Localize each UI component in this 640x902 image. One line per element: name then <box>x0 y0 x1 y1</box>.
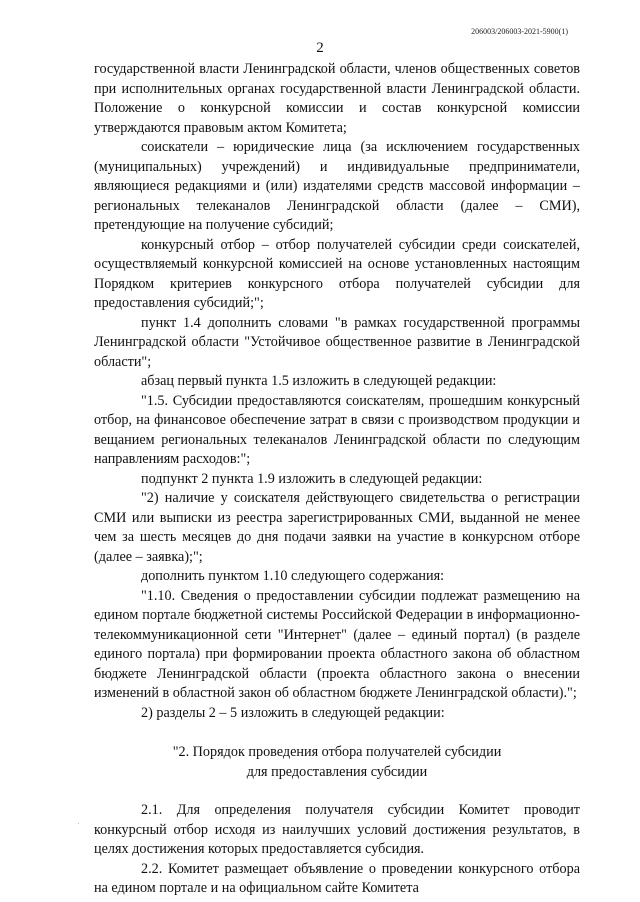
section-heading-line: "2. Порядок проведения отбора получателей субсидии <box>172 744 502 760</box>
paragraph: "2) наличие у соискателя действующего свидетельства о регистрации СМИ или выписки из реестра зарегистрированных СМИ, выданной не менее чем за шесть месяцев до дня подачи заявки на участие в конкурсном отборе (далее – заявка);"; <box>94 490 580 565</box>
section-heading-line: для предоставления субсидии <box>246 763 428 780</box>
paragraph: 2) разделы 2 – 5 изложить в следующей редакции: <box>141 704 445 721</box>
paragraph: 2.2. Комитет размещает объявление о проведении конкурсного отбора на едином портале и на официальном сайте Комитета <box>94 860 580 896</box>
paragraph: соискатели – юридические лица (за исключением государственных (муниципальных) учреждений) и индивидуальные предприниматели, являющиеся редакциями и (или) издателями средств массовой информации – региональных телеканалов Ленинградской области (далее – СМИ), претендующие на получение субсидий; <box>94 139 580 233</box>
section-heading <box>94 743 580 782</box>
paragraph: конкурсный отбор – отбор получателей субсидии среди соискателей, осуществляемый конкурсной комиссией на основе установленных настоящим Порядком критериев конкурсного отбора получателей субсидии для предоставления субсидий;"; <box>94 236 580 311</box>
paragraph: абзац первый пункта 1.5 изложить в следующей редакции: <box>141 373 497 389</box>
paragraph: "1.10. Сведения о предоставлении субсидии подлежат размещению на едином портале бюджетной системы Российской Федерации в информационно-телекоммуникационной сети "Интернет" (далее – единый портал) (в разделе единого портала) при формировании проекта областного закона об областном бюджете Ленинградской области (проекта областного закона о внесении изменений в областной закон об областном бюджете Ленинградской области)."; <box>94 587 580 701</box>
document-body <box>94 60 580 899</box>
paragraph: дополнить пунктом 1.10 следующего содержания: <box>141 568 445 584</box>
paragraph: подпункт 2 пункта 1.9 изложить в следующей редакции: <box>141 470 483 487</box>
scan-speck <box>78 823 79 824</box>
paragraph: государственной власти Ленинградской области, членов общественных советов при исполнительных органах государственной власти Ленинградской области. Положение о конкурсной комиссии и состав конкурсной комиссии утверждаются правовым актом Комитета; <box>94 61 580 136</box>
document-id: 206003/206003-2021-5900(1) <box>471 27 568 36</box>
paragraph: пункт 1.4 дополнить словами "в рамках государственной программы Ленинградской области "Устойчивое общественное развитие в Ленинградской области"; <box>94 314 580 370</box>
page-number: 2 <box>316 40 324 56</box>
paragraph: 2.1. Для определения получателя субсидии Комитет проводит конкурсный отбор исходя из наилучших условий достижения результатов, в целях достижения которых предоставляется субсидия. <box>94 802 580 857</box>
paragraph: "1.5. Субсидии предоставляются соискателям, прошедшим конкурсный отбор, на финансовое обеспечение затрат в связи с производством продукции и вещанием региональных телеканалов Ленинградской области по следующим направлениям расходов:"; <box>94 392 580 467</box>
